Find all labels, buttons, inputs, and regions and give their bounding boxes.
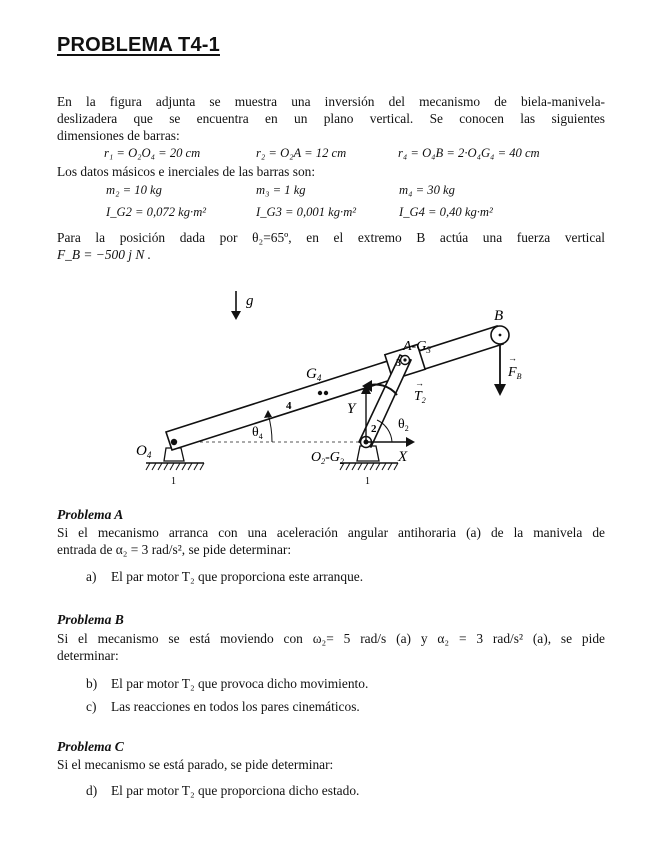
label-theta4: $\theta_4$ [252, 425, 263, 441]
problem-c-line-1: Si el mecanismo se está parado, se pide determinar: [57, 757, 334, 772]
problem-b-item-b [86, 676, 368, 692]
force-fb-arrow [494, 344, 506, 396]
item-text: Las reacciones en todos los pares cinemáticos. [111, 699, 360, 714]
label-t2: $T_2$ [414, 389, 426, 405]
label-a-g3: $A-G_3$ [403, 339, 431, 355]
dimension-r1: r₁ = O₂O₄ = 20 cm [104, 146, 201, 160]
problem-a-line-1: Si el mecanismo arranca con una aceleración angular antihoraria (a) de la manivela de [57, 525, 605, 540]
point-b [499, 334, 502, 337]
label-x: X [398, 449, 408, 465]
label-o2-g2: $O_2-G_2$ [311, 450, 344, 466]
mass-intro: Los datos másicos e inerciales de las barras son: [57, 164, 316, 179]
problem-b-line-1: Si el mecanismo se está moviendo con ω₂= 5 rad/s (a) y α₂ = 3 rad/s² (a), se pide [57, 631, 605, 646]
problem-b-line-2: determinar: [57, 648, 119, 663]
item-text: El par motor T₂ que provoca dicho movimiento. [111, 676, 369, 691]
mass-m4: m₄ = 30 kg [399, 183, 455, 197]
mass-m2: m₂ = 10 kg [106, 183, 162, 197]
problem-b-item-c [86, 699, 360, 715]
ground-label-2: 1 [365, 476, 370, 487]
svg-text:→: → [508, 353, 517, 363]
g4-marker [318, 391, 322, 395]
dimension-r2: r₂ = O₂A = 12 cm [256, 146, 347, 160]
mass-m3: m₃ = 1 kg [256, 183, 306, 197]
intro-line-3: dimensiones de barras: [57, 128, 180, 143]
item-label: c) [86, 699, 97, 714]
force-fb: F_B = −500 j N . [57, 247, 151, 262]
item-label: d) [86, 783, 98, 798]
item-text: El par motor T₂ que proporciona este arranque. [111, 569, 364, 584]
item-text: El par motor T₂ que proporciona dicho estado. [111, 783, 360, 798]
item-label: b) [86, 676, 98, 691]
ground-o4 [146, 448, 204, 470]
inertia-g4: I_G4 = 0,40 kg·m² [399, 205, 493, 219]
position-line: Para la posición dada por θ₂=65º, en el extremo B actúa una fuerza vertical [57, 230, 605, 245]
label-bar-2: 2 [371, 423, 377, 435]
page-title: PROBLEMA T4-1 [57, 34, 220, 56]
problem-c-heading: Problema C [57, 739, 124, 754]
dimension-r4: r₄ = O₄B = 2·O₄G₄ = 40 cm [398, 146, 540, 160]
label-theta2: $\theta_2$ [398, 417, 409, 433]
pivot-o4 [171, 439, 177, 445]
label-b: B [494, 308, 504, 324]
svg-text:→: → [415, 378, 424, 388]
problem-a-item-a [86, 569, 363, 585]
problem-b-heading: Problema B [57, 612, 124, 627]
ground-label-1: 1 [171, 476, 176, 487]
intro-line-2: deslizadera que se encuentra en un plano vertical. Se conocen las siguientes [57, 111, 605, 126]
ground-o2 [340, 446, 398, 470]
inertia-g2: I_G2 = 0,072 kg·m² [106, 205, 207, 219]
label-g4: $G_4$ [306, 366, 322, 383]
label-o4: $O_4$ [136, 443, 152, 460]
inertia-g3: I_G3 = 0,001 kg·m² [256, 205, 357, 219]
problem-c-item-d [86, 783, 359, 799]
label-bar-4: 4 [286, 400, 292, 412]
gravity-label: g [246, 293, 254, 309]
label-bar-3: 3 [396, 358, 401, 369]
problem-a-heading: Problema A [57, 507, 124, 522]
label-y: Y [347, 401, 356, 417]
item-label: a) [86, 569, 97, 584]
gravity-arrow [231, 291, 241, 320]
problem-a-line-2: entrada de α₂ = 3 rad/s², se pide determinar: [57, 542, 292, 557]
bar-4 [166, 326, 503, 450]
label-fb: $F_B$ [508, 365, 522, 381]
intro-line-1: En la figura adjunta se muestra una inversión del mecanismo de biela-manivela- [57, 94, 605, 109]
